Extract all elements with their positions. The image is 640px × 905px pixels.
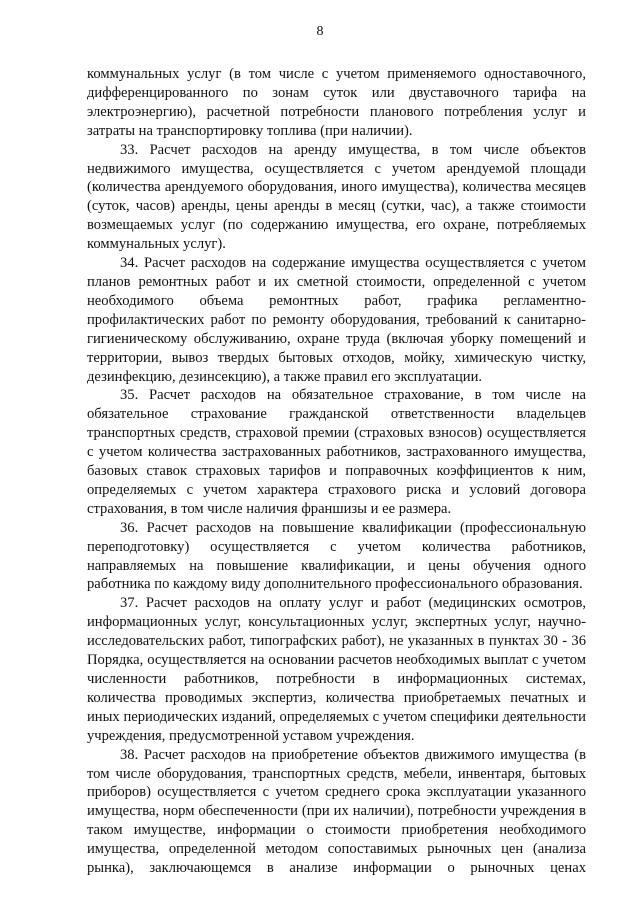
paragraph-33: 33. Расчет расходов на аренду имущества, в том числе объектов недвижимого имущества, осуществляется с учетом арендуемой площади (количества арендуемого оборудования, иного имущества), количества месяцев (суток, часов) аренды, цены аренды в месяц (сутки, час), а также стоимости возмещаемых услуг (по содержанию имущества, его охране, потребляемых коммунальных услуг). xyxy=(87,141,586,253)
paragraph-36: 36. Расчет расходов на повышение квалификации (профессиональную переподготовку) осуществляется с учетом количества работников, направляемых на повышение квалификации, и цены обучения одного работника по каждому виду дополнительного профессионального образования. xyxy=(87,519,586,593)
page-number: 8 xyxy=(316,24,324,39)
paragraph-34: 34. Расчет расходов на содержание имущества осуществляется с учетом планов ремонтных работ и их сметной стоимости, определенной с учетом необходимого объема ремонтных работ, графика регламентно-профилактических работ по ремонту оборудования, требований к санитарно-гигиеническому обслуживанию, охране труда (включая уборку помещений и территории, вывоз твердых бытовых отходов, мойку, химическую чистку, дезинфекцию, дезинсекцию), а также правил его эксплуатации. xyxy=(87,255,586,385)
paragraph-37: 37. Расчет расходов на оплату услуг и работ (медицинских осмотров, информационных услуг, консультационных услуг, экспертных услуг, научно-исследовательских работ, типографских работ), не указанных в пунктах 30 - 36 Порядка, осуществляется на основании расчетов необходимых выплат с учетом численности работников, потребности в информационных системах, количества проводимых экспертиз, количества приобретаемых печатных и иных периодических изданий, определяемых с учетом специфики деятельности учреждения, предусмотренной уставом учреждения. xyxy=(87,595,586,744)
paragraph-35: 35. Расчет расходов на обязательное страхование, в том числе на обязательное страхование гражданской ответственности владельцев транспортных средств, страховой премии (страховых взносов) осуществляется с учетом количества застрахованных работников, застрахованного имущества, базовых ставок страховых тарифов и поправочных коэффициентов к ним, определяемых с учетом характера страхового риска и условий договора страхования, в том числе наличия франшизы и ее размера. xyxy=(87,387,586,517)
document-body xyxy=(87,65,586,878)
paragraph-38: 38. Расчет расходов на приобретение объектов движимого имущества (в том числе оборудования, транспортных средств, мебели, инвентаря, бытовых приборов) осуществляется с учетом среднего срока эксплуатации указанного имущества, норм обеспеченности (при их наличии), потребности учреждения в таком имуществе, информации о стоимости приобретения необходимого имущества, определенной методом сопоставимых рыночных цен (анализа рынка), заключающемся в анализе информации о рыночных ценах xyxy=(87,746,586,877)
paragraph-continuation: коммунальных услуг (в том числе с учетом применяемого одноставочного, дифференцированного по зонам суток или двуставочного тарифа на электроэнергию), расчетной потребности планового потребления услуг и затраты на транспортировку топлива (при наличии). xyxy=(87,66,586,139)
